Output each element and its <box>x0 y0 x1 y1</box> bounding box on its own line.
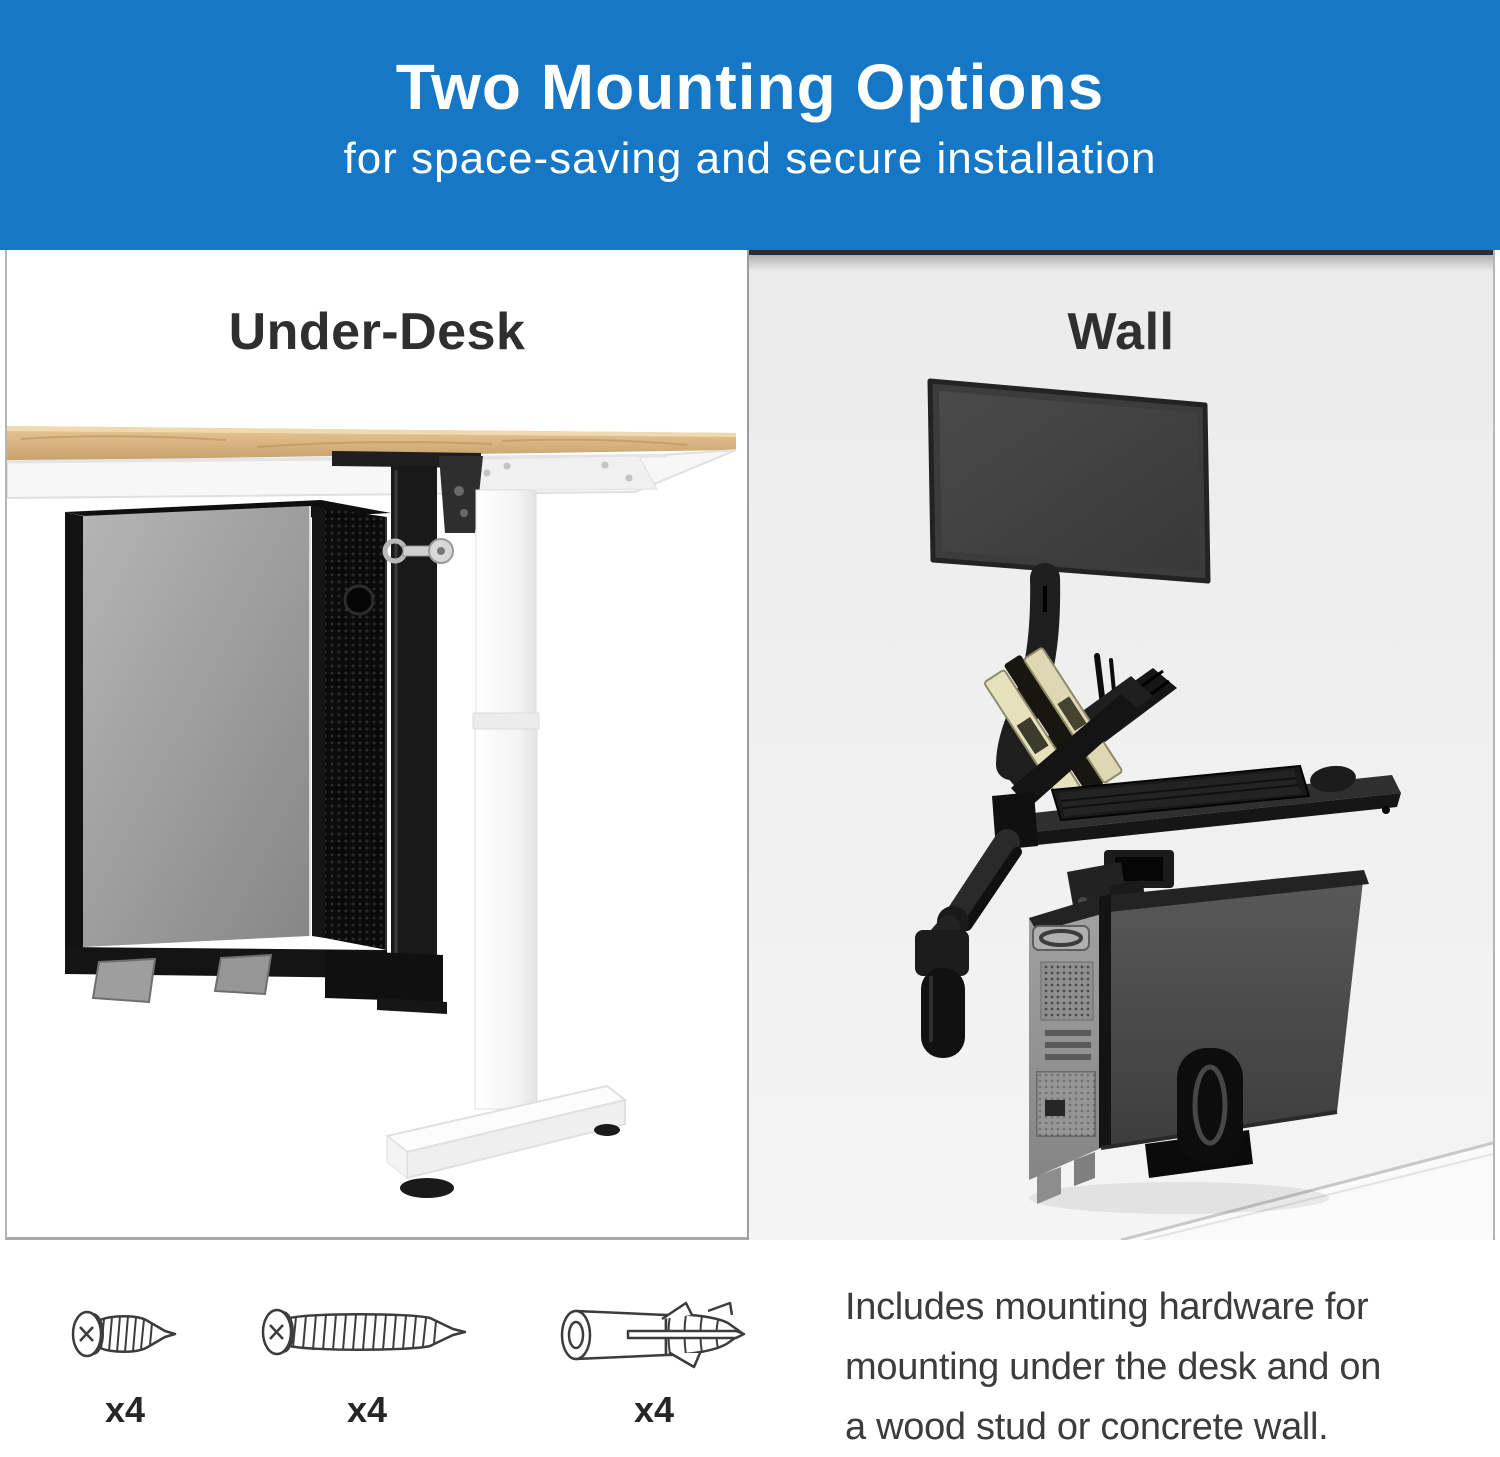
under-desk-label: Under-Desk <box>228 303 526 361</box>
under-desk-panel <box>5 250 749 1240</box>
hardware-note-line: Includes mounting hardware for <box>845 1286 1369 1328</box>
mounting-options-panels <box>0 250 1500 1243</box>
hardware-note <box>845 1277 1381 1457</box>
wall-anchor-count: x4 <box>633 1389 675 1430</box>
wall-label: Wall <box>1067 303 1175 361</box>
hardware-note-line: a wood stud or concrete wall. <box>845 1406 1329 1448</box>
pc-case <box>65 500 447 1014</box>
long-screw-count: x4 <box>346 1389 388 1430</box>
under-desk-illustration <box>7 250 747 1240</box>
hardware-note-line: mounting under the desk and on <box>845 1346 1382 1388</box>
banner-title: Two Mounting Options <box>395 51 1105 123</box>
wall-mount-illustration <box>749 250 1493 1240</box>
short-screw-icon <box>70 1307 182 1361</box>
header-banner <box>0 0 1500 250</box>
wall-anchor-icon <box>558 1291 750 1375</box>
monitor <box>930 381 1208 581</box>
wall-panel <box>749 250 1495 1240</box>
long-screw-icon <box>260 1305 472 1359</box>
banner-subtitle: for space-saving and secure installation <box>343 134 1157 183</box>
hardware-footer <box>0 1243 1500 1448</box>
short-screw-count: x4 <box>104 1389 146 1430</box>
